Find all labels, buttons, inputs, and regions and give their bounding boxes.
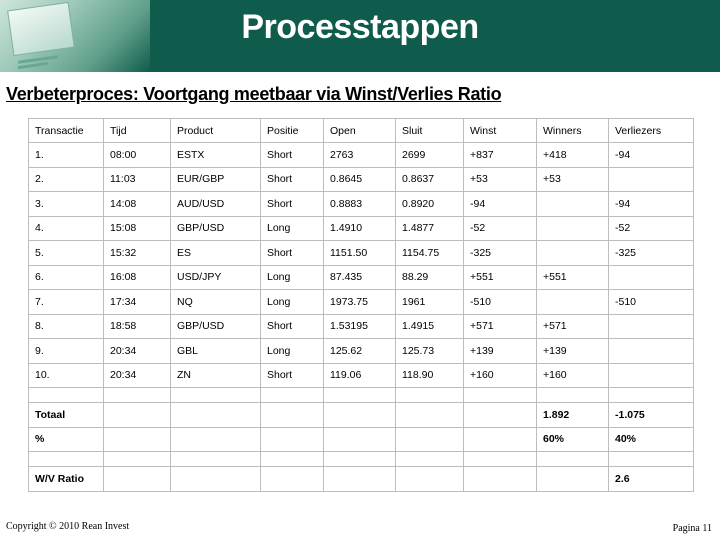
cell-winst: +53 [464, 167, 537, 192]
summary-label: % [29, 427, 104, 452]
cell-winst: -52 [464, 216, 537, 241]
page-number: Pagina 11 [672, 523, 712, 534]
cell-positie: Short [261, 363, 324, 388]
cell-transactie: 10. [29, 363, 104, 388]
cell-product: AUD/USD [171, 192, 261, 217]
cell-sluit: 1961 [396, 290, 464, 315]
cell-positie: Long [261, 290, 324, 315]
cell-tijd: 16:08 [104, 265, 171, 290]
table-header-row [29, 119, 694, 143]
cell-open: 1.53195 [324, 314, 396, 339]
cell-transactie: 4. [29, 216, 104, 241]
cell-positie: Short [261, 167, 324, 192]
cell-product: NQ [171, 290, 261, 315]
cell-product: ESTX [171, 143, 261, 168]
column-header: Winners [537, 119, 609, 143]
empty-cell [324, 452, 396, 467]
cell-product: USD/JPY [171, 265, 261, 290]
empty-cell [104, 403, 171, 428]
cell-sluit: 1154.75 [396, 241, 464, 266]
cell-positie: Short [261, 143, 324, 168]
page-title: Processtappen [241, 8, 479, 46]
cell-product: ZN [171, 363, 261, 388]
cell-winners: +53 [537, 167, 609, 192]
empty-cell [464, 452, 537, 467]
cell-transactie: 1. [29, 143, 104, 168]
cell-tijd: 20:34 [104, 363, 171, 388]
empty-cell [396, 467, 464, 492]
cell-verliezers [609, 265, 694, 290]
empty-cell [171, 467, 261, 492]
summary-verliezers: -1.075 [609, 403, 694, 428]
table-row [29, 314, 694, 339]
table-row [29, 290, 694, 315]
cell-tijd: 15:08 [104, 216, 171, 241]
empty-cell [104, 452, 171, 467]
cell-winners: +571 [537, 314, 609, 339]
cell-verliezers: -325 [609, 241, 694, 266]
cell-tijd: 14:08 [104, 192, 171, 217]
cell-product: ES [171, 241, 261, 266]
cell-open: 87.435 [324, 265, 396, 290]
cell-product: GBP/USD [171, 314, 261, 339]
empty-cell [171, 388, 261, 403]
cell-open: 1151.50 [324, 241, 396, 266]
empty-cell [29, 388, 104, 403]
column-header: Sluit [396, 119, 464, 143]
cell-sluit: 125.73 [396, 339, 464, 364]
cell-verliezers [609, 167, 694, 192]
computer-screen-image [0, 0, 150, 72]
summary-verliezers: 40% [609, 427, 694, 452]
cell-open: 0.8883 [324, 192, 396, 217]
cell-transactie: 5. [29, 241, 104, 266]
empty-cell [609, 452, 694, 467]
cell-transactie: 8. [29, 314, 104, 339]
cell-transactie: 2. [29, 167, 104, 192]
column-header: Verliezers [609, 119, 694, 143]
empty-cell [464, 467, 537, 492]
cell-tijd: 20:34 [104, 339, 171, 364]
cell-winst: -94 [464, 192, 537, 217]
summary-verliezers: 2.6 [609, 467, 694, 492]
cell-winners [537, 216, 609, 241]
cell-sluit: 2699 [396, 143, 464, 168]
summary-winners: 60% [537, 427, 609, 452]
cell-tijd: 18:58 [104, 314, 171, 339]
table-row [29, 143, 694, 168]
column-header: Transactie [29, 119, 104, 143]
cell-transactie: 9. [29, 339, 104, 364]
empty-cell [261, 427, 324, 452]
cell-verliezers: -94 [609, 143, 694, 168]
cell-positie: Short [261, 192, 324, 217]
cell-sluit: 88.29 [396, 265, 464, 290]
empty-cell [261, 388, 324, 403]
cell-positie: Short [261, 314, 324, 339]
cell-tijd: 08:00 [104, 143, 171, 168]
cell-verliezers [609, 363, 694, 388]
cell-winst: -510 [464, 290, 537, 315]
cell-winners: +139 [537, 339, 609, 364]
cell-winners: +418 [537, 143, 609, 168]
column-header: Winst [464, 119, 537, 143]
empty-cell [104, 427, 171, 452]
empty-cell [171, 403, 261, 428]
empty-cell [464, 388, 537, 403]
cell-sluit: 0.8637 [396, 167, 464, 192]
cell-winst: +837 [464, 143, 537, 168]
cell-verliezers [609, 339, 694, 364]
summary-row-percentage [29, 427, 694, 452]
empty-cell [537, 388, 609, 403]
empty-cell [396, 452, 464, 467]
summary-label: Totaal [29, 403, 104, 428]
slide-subtitle: Verbeterproces: Voortgang meetbaar via Winst/Verlies Ratio [6, 84, 502, 104]
cell-winst: +160 [464, 363, 537, 388]
summary-row-ratio [29, 467, 694, 492]
cell-product: GBP/USD [171, 216, 261, 241]
empty-cell [609, 388, 694, 403]
table-row [29, 216, 694, 241]
cell-tijd: 17:34 [104, 290, 171, 315]
cell-verliezers: -510 [609, 290, 694, 315]
cell-winst: +551 [464, 265, 537, 290]
cell-winners: +160 [537, 363, 609, 388]
empty-cell [396, 388, 464, 403]
cell-transactie: 3. [29, 192, 104, 217]
empty-cell [324, 467, 396, 492]
table-row [29, 192, 694, 217]
summary-winners [537, 467, 609, 492]
summary-label: W/V Ratio [29, 467, 104, 492]
column-header: Tijd [104, 119, 171, 143]
cell-verliezers [609, 314, 694, 339]
empty-cell [261, 403, 324, 428]
cell-open: 125.62 [324, 339, 396, 364]
cell-tijd: 15:32 [104, 241, 171, 266]
cell-open: 1973.75 [324, 290, 396, 315]
empty-cell [464, 427, 537, 452]
cell-winst: +571 [464, 314, 537, 339]
table-row [29, 339, 694, 364]
empty-cell [396, 403, 464, 428]
column-header: Positie [261, 119, 324, 143]
empty-cell [324, 427, 396, 452]
cell-sluit: 1.4877 [396, 216, 464, 241]
cell-open: 119.06 [324, 363, 396, 388]
empty-cell [104, 467, 171, 492]
empty-cell [396, 427, 464, 452]
screen-graphic [7, 2, 75, 56]
table-row [29, 241, 694, 266]
spacer-row [29, 452, 694, 467]
transactions-table [28, 118, 694, 492]
summary-winners: 1.892 [537, 403, 609, 428]
empty-cell [261, 452, 324, 467]
table-row [29, 363, 694, 388]
empty-cell [537, 452, 609, 467]
column-header: Product [171, 119, 261, 143]
cell-positie: Long [261, 216, 324, 241]
column-header: Open [324, 119, 396, 143]
empty-cell [261, 467, 324, 492]
cell-verliezers: -94 [609, 192, 694, 217]
cell-sluit: 0.8920 [396, 192, 464, 217]
cell-sluit: 118.90 [396, 363, 464, 388]
cell-tijd: 11:03 [104, 167, 171, 192]
cell-open: 0.8645 [324, 167, 396, 192]
table-row [29, 167, 694, 192]
cell-winst: -325 [464, 241, 537, 266]
cell-open: 2763 [324, 143, 396, 168]
cell-verliezers: -52 [609, 216, 694, 241]
cell-product: EUR/GBP [171, 167, 261, 192]
cell-sluit: 1.4915 [396, 314, 464, 339]
empty-cell [29, 452, 104, 467]
cell-transactie: 6. [29, 265, 104, 290]
cell-winners [537, 290, 609, 315]
cell-winners: +551 [537, 265, 609, 290]
summary-row-totaal [29, 403, 694, 428]
spacer-row [29, 388, 694, 403]
cell-open: 1.4910 [324, 216, 396, 241]
title-banner [0, 0, 720, 72]
cell-winners [537, 192, 609, 217]
empty-cell [171, 452, 261, 467]
cell-winst: +139 [464, 339, 537, 364]
empty-cell [171, 427, 261, 452]
copyright-notice: Copyright © 2010 Rean Invest [6, 521, 130, 532]
empty-cell [324, 388, 396, 403]
empty-cell [324, 403, 396, 428]
cell-positie: Long [261, 339, 324, 364]
cell-product: GBL [171, 339, 261, 364]
empty-cell [464, 403, 537, 428]
cell-positie: Long [261, 265, 324, 290]
cell-winners [537, 241, 609, 266]
table-row [29, 265, 694, 290]
empty-cell [104, 388, 171, 403]
cell-transactie: 7. [29, 290, 104, 315]
cell-positie: Short [261, 241, 324, 266]
